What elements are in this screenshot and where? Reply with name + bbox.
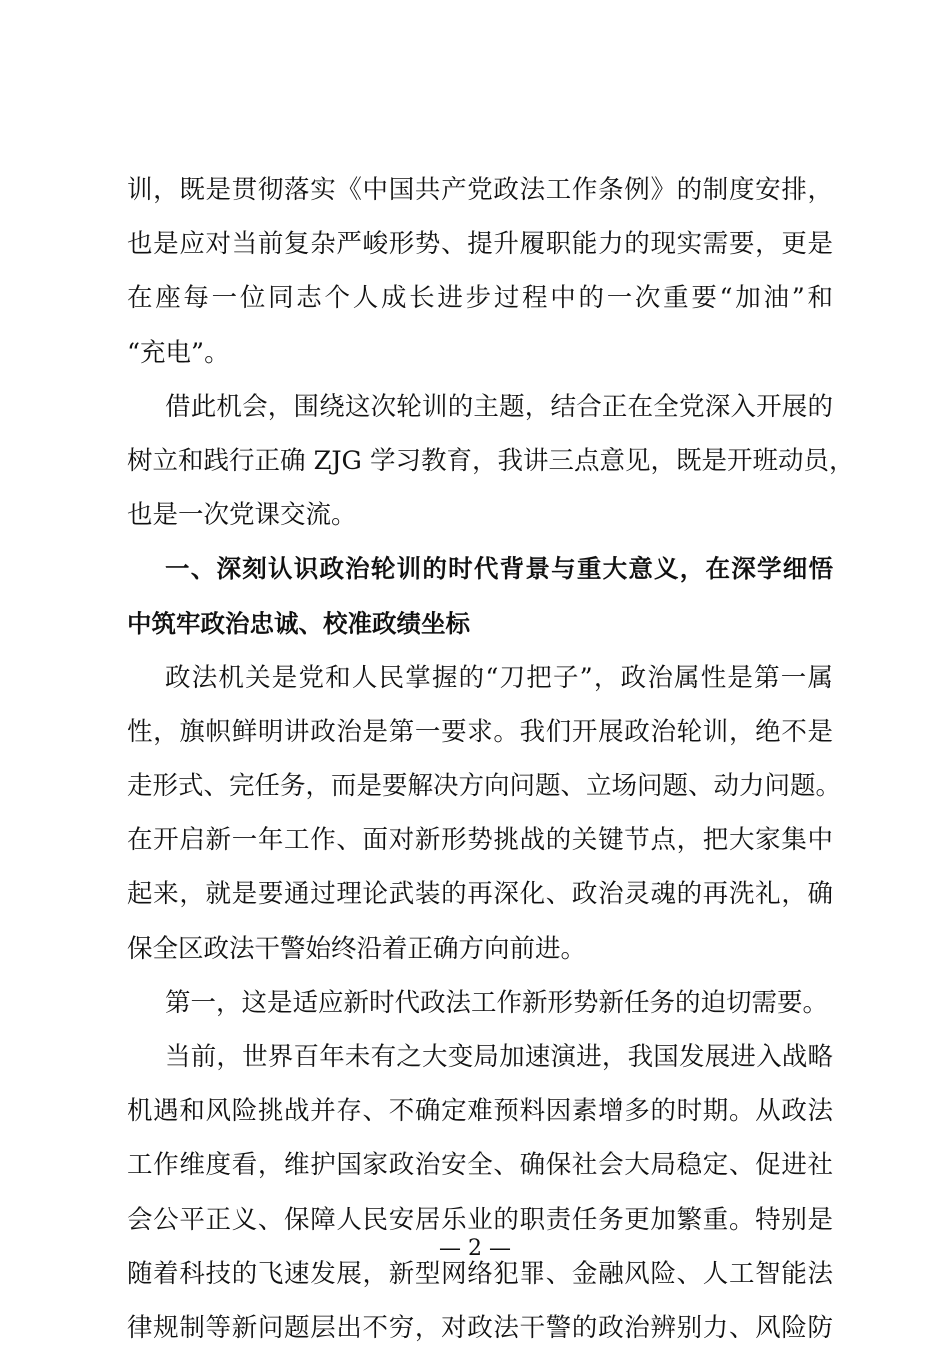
page-number: — 2 —	[439, 1236, 511, 1261]
body-paragraph	[127, 380, 855, 543]
text-line: 也是一次党课交流。	[127, 500, 357, 531]
text-line: 律规制等新问题层出不穷，对政法干警的政治辨别力、风险防	[127, 1312, 833, 1343]
section-heading	[127, 542, 833, 650]
text-line: 走形式、完任务，而是要解决方向问题、立场问题、动力问题。	[127, 771, 842, 802]
text-line: 训，既是贯彻落实《中国共产党政法工作条例》的制度安排，	[127, 175, 833, 205]
text-line: 保全区政法干警始终沿着正确方向前进。	[127, 933, 587, 964]
text-line: 借此机会，围绕这次轮训的主题，结合正在全党深入开展的	[165, 391, 833, 422]
text-line: “充电”。	[127, 337, 230, 368]
text-line: 起来，就是要通过理论武装的再深化、政治灵魂的再洗礼，确	[127, 879, 833, 910]
body-paragraph	[127, 163, 833, 380]
body-paragraph	[127, 651, 842, 976]
text-line: 工作维度看，维护国家政治安全、确保社会大局稳定、促进社	[127, 1150, 833, 1181]
text-line: 第一，这是适应新时代政法工作新形势新任务的迫切需要。	[165, 987, 829, 1018]
text-line: 政法机关是党和人民掌握的“刀把子”，政治属性是第一属	[165, 662, 833, 693]
text-line: 在开启新一年工作、面对新形势挑战的关键节点，把大家集中	[127, 825, 833, 856]
text-line: 机遇和风险挑战并存、不确定难预料因素增多的时期。从政法	[127, 1096, 833, 1127]
text-line: 当前，世界百年未有之大变局加速演进，我国发展进入战略	[165, 1042, 833, 1072]
text-line: 一、深刻认识政治轮训的时代背景与重大意义，在深学细悟	[165, 554, 833, 584]
text-line: 树立和践行正确 ZJG 学习教育，我讲三点意见，既是开班动员，	[127, 445, 855, 476]
text-line: 会公平正义、保障人民安居乐业的职责任务更加繁重。特别是	[127, 1204, 833, 1235]
text-line: 中筑牢政治忠诚、校准政绩坐标	[127, 608, 470, 638]
text-line: 也是应对当前复杂严峻形势、提升履职能力的现实需要，更是	[127, 229, 833, 260]
body-paragraph	[127, 1030, 833, 1355]
text-line: 随着科技的飞速发展，新型网络犯罪、金融风险、人工智能法	[127, 1258, 833, 1289]
text-line: 性，旗帜鲜明讲政治是第一要求。我们开展政治轮训，绝不是	[127, 716, 833, 747]
body-paragraph	[127, 976, 833, 1030]
text-line: 在座每一位同志个人成长进步过程中的一次重要“加油”和	[127, 283, 833, 314]
document-body	[127, 163, 855, 1355]
